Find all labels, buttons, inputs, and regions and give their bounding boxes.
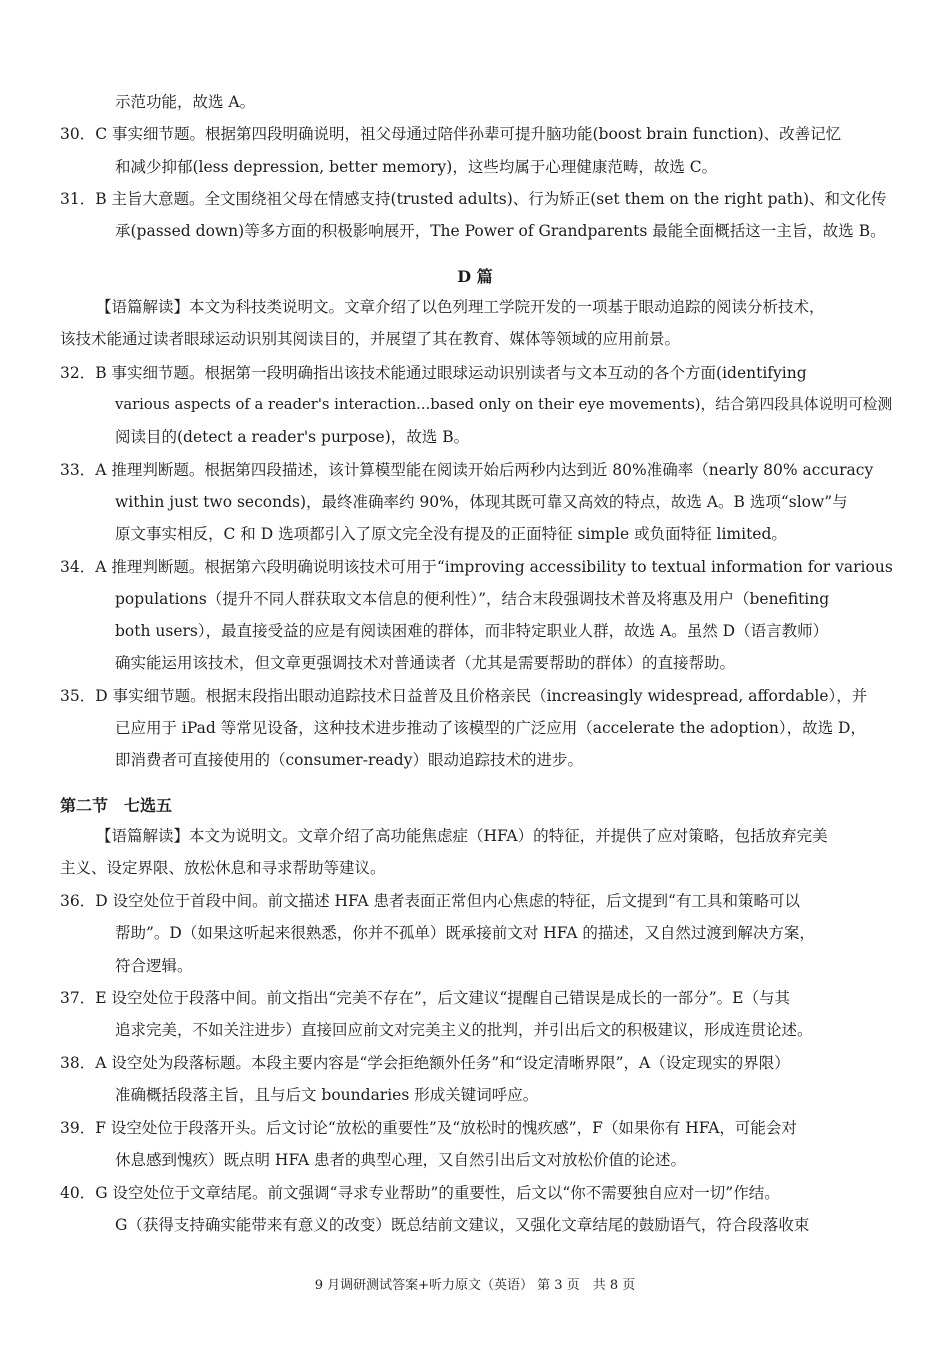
passage-summary-section2: 【语篇解读】本文为说明文。文章介绍了高功能焦虑症（HFA）的特征，并提供了应对策略，包括放弃完美	[96, 827, 828, 845]
text-line: 已应用于 iPad 等常见设备，这种技术进步推动了该模型的广泛应用（accelerate the adoption），故选 D，	[115, 719, 866, 737]
text-line: within just two seconds)，最终准确率约 90%，体现其既可靠又高效的特点，故选 A。B 选项“slow”与	[115, 493, 848, 511]
answer-40-line: 40．G 设空处位于文章结尾。前文强调“寻求专业帮助”的重要性，后文以“你不需要独自应对一切”作结。	[60, 1184, 780, 1202]
answer-37-line: 37．E 设空处位于段落中间。前文指出“完美不存在”，后文建议“提醒自己错误是成长的一部分”。E（与其	[60, 989, 790, 1007]
text-line: 承(passed down)等多方面的积极影响展开，The Power of Grandparents 最能全面概括这一主旨，故选 B。	[115, 222, 886, 240]
answer-30-line: 30．C 事实细节题。根据第四段明确说明，祖父母通过陪伴孙辈可提升脑功能(boost brain function)、改善记忆	[60, 125, 842, 143]
text-line: 该技术能通过读者眼球运动识别其阅读目的，并展望了其在教育、媒体等领域的应用前景。	[60, 330, 681, 348]
answer-36-line: 36．D 设空处位于首段中间。前文描述 HFA 患者表面正常但内心焦虑的特征，后文提到“有工具和策略可以	[60, 892, 800, 910]
text-line: populations（提升不同人群获取文本信息的便利性）”，结合末段强调技术普及将惠及用户（benefiting	[115, 590, 830, 608]
text-line: both users），最直接受益的应是有阅读困难的群体，而非特定职业人群，故选 A。虽然 D（语言教师）	[115, 622, 829, 640]
text-line: 主义、设定界限、放松休息和寻求帮助等建议。	[60, 859, 386, 877]
answer-38-line: 38．A 设空处为段落标题。本段主要内容是“学会拒绝额外任务”和“设定清晰界限”，A（设定现实的界限）	[60, 1054, 790, 1072]
answer-32-line: 32．B 事实细节题。根据第一段明确指出该技术能通过眼球运动识别读者与文本互动的各个方面(identifying	[60, 364, 807, 382]
text-line: 示范功能，故选 A。	[115, 93, 256, 111]
text-line: 阅读目的(detect a reader's purpose)，故选 B。	[115, 428, 470, 446]
part-d-heading: D 篇	[457, 267, 493, 286]
text-line: various aspects of a reader's interaction...based only on their eye movements)，结合第四段具体说明可检测	[115, 396, 893, 413]
passage-summary-d: 【语篇解读】本文为科技类说明文。文章介绍了以色列理工学院开发的一项基于眼动追踪的阅读分析技术，	[96, 298, 825, 316]
text-line: 休息感到愧疚）既点明 HFA 患者的典型心理，又自然引出后文对放松价值的论述。	[115, 1151, 686, 1169]
text-line: 准确概括段落主旨，且与后文 boundaries 形成关键词呼应。	[115, 1086, 539, 1104]
answer-34-line: 34．A 推理判断题。根据第六段明确说明该技术可用于“improving accessibility to textual information for various	[60, 558, 893, 576]
answer-39-line: 39．F 设空处位于段落开头。后文讨论“放松的重要性”及“放松时的愧疚感”，F（如果你有 HFA，可能会对	[60, 1119, 797, 1137]
text-line: 原文事实相反，C 和 D 选项都引入了原文完全没有提及的正面特征 simple 或负面特征 limited。	[115, 525, 787, 543]
text-line: 和减少抑郁(less depression, better memory)，这些均属于心理健康范畴，故选 C。	[115, 158, 718, 176]
text-line: 帮助”。D（如果这听起来很熟悉，你并不孤单）既承接前文对 HFA 的描述，又自然过渡到解决方案，	[115, 924, 815, 942]
text-line: 追求完美，不如关注进步）直接回应前文对完美主义的批判，并引出后文的积极建议，形成连贯论述。	[115, 1021, 813, 1039]
text-line: 符合逻辑。	[115, 957, 193, 975]
answer-31-line: 31．B 主旨大意题。全文围绕祖父母在情感支持(trusted adults)、行为矫正(set them on the right path)、和文化传	[60, 190, 887, 208]
section-2-heading: 第二节 七选五	[60, 796, 173, 815]
answer-35-line: 35．D 事实细节题。根据末段指出眼动追踪技术日益普及且价格亲民（increasingly widespread, affordable），并	[60, 687, 868, 705]
page-footer: 9 月调研测试答案+听力原文（英语） 第 3 页 共 8 页	[314, 1278, 636, 1293]
answer-33-line: 33．A 推理判断题。根据第四段描述，该计算模型能在阅读开始后两秒内达到近 80%准确率（nearly 80% accuracy	[60, 461, 874, 479]
text-line: 确实能运用该技术，但文章更强调技术对普通读者（尤其是需要帮助的群体）的直接帮助。	[115, 654, 736, 672]
text-line: 即消费者可直接使用的（consumer-ready）眼动追踪技术的进步。	[115, 751, 583, 769]
text-line: G（获得支持确实能带来有意义的改变）既总结前文建议，又强化文章结尾的鼓励语气，符合段落收束	[115, 1216, 810, 1234]
